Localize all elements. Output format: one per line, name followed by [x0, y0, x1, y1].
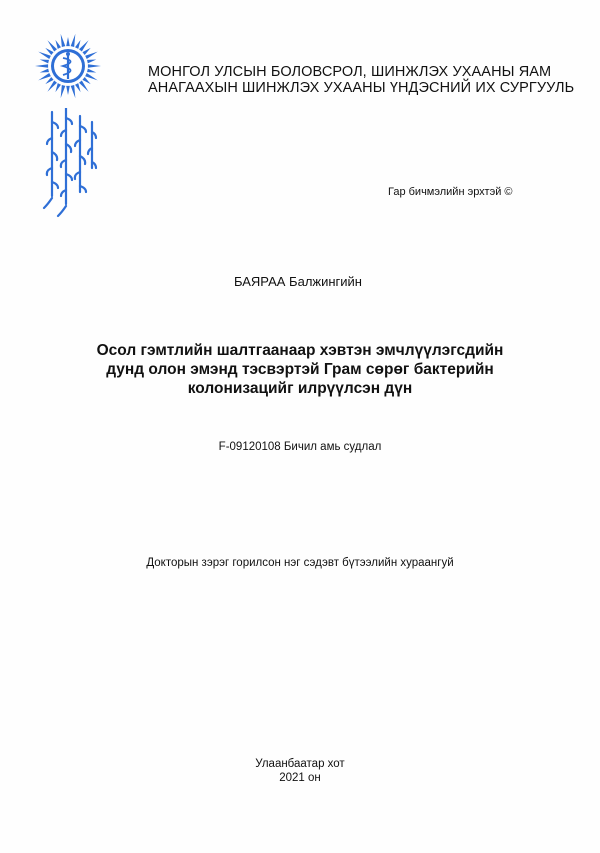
emblem-ray [66, 86, 70, 95]
thesis-title-line-3: колонизацийг илрүүлсэн дүн [187, 380, 413, 397]
emblem-ray [45, 77, 53, 84]
emblem-ray [88, 64, 101, 68]
emblem-ray [71, 34, 76, 47]
degree-statement: Докторын зэрэг горилсон нэг сэдэвт бүтээлийн хураангуй [146, 557, 454, 569]
emblem-ray [85, 73, 98, 80]
university-header [148, 64, 575, 96]
emblem-ray [45, 48, 53, 55]
emblem-ray [82, 48, 90, 55]
specialty-code: F-09120108 Бичил амь судлал [218, 441, 382, 453]
emblem-ray [40, 69, 49, 73]
city: Улаанбаатар хот [255, 758, 345, 770]
emblem-ray [55, 83, 61, 92]
emblem-ray [85, 52, 98, 59]
thesis-title-line-1: Осол гэмтлийн шалтгаанаар хэвтэн эмчлүүлэгсдийн [96, 342, 504, 359]
emblem-ray [75, 40, 81, 49]
emblem-ray [40, 60, 49, 64]
author-name: БАЯРАА Балжингийн [234, 274, 362, 289]
emblem-ray [61, 85, 66, 98]
emblem-ray [38, 73, 51, 80]
emblem-ray [66, 37, 70, 46]
thesis-title [70, 341, 530, 398]
emblem-ray [87, 60, 96, 64]
year: 2021 он [279, 772, 321, 784]
university-emblem-icon [26, 30, 110, 100]
emblem-ray [61, 34, 66, 47]
copyright-note: Гар бичмэлийн эрхтэй © [388, 186, 513, 198]
emblem-ray [38, 52, 51, 59]
emblem-ray [82, 77, 90, 84]
emblem-ray [75, 83, 81, 92]
university-name: АНАГААХЫН ШИНЖЛЭХ УХААНЫ ҮНДЭСНИЙ ИХ СУРГУУЛЬ [148, 80, 575, 96]
emblem-ray [35, 64, 48, 68]
thesis-title-line-2: дунд олон эмэнд тэсвэртэй Грам сөрөг бактерийн [106, 361, 494, 378]
ministry-name: МОНГОЛ УЛСЫН БОЛОВСРОЛ, ШИНЖЛЭХ УХААНЫ ЯАМ [148, 64, 552, 80]
emblem-ray [71, 85, 76, 98]
emblem-ray [87, 69, 96, 73]
emblem-ray [55, 40, 61, 49]
place-and-year [0, 757, 600, 785]
mongolian-script-icon [38, 108, 98, 220]
